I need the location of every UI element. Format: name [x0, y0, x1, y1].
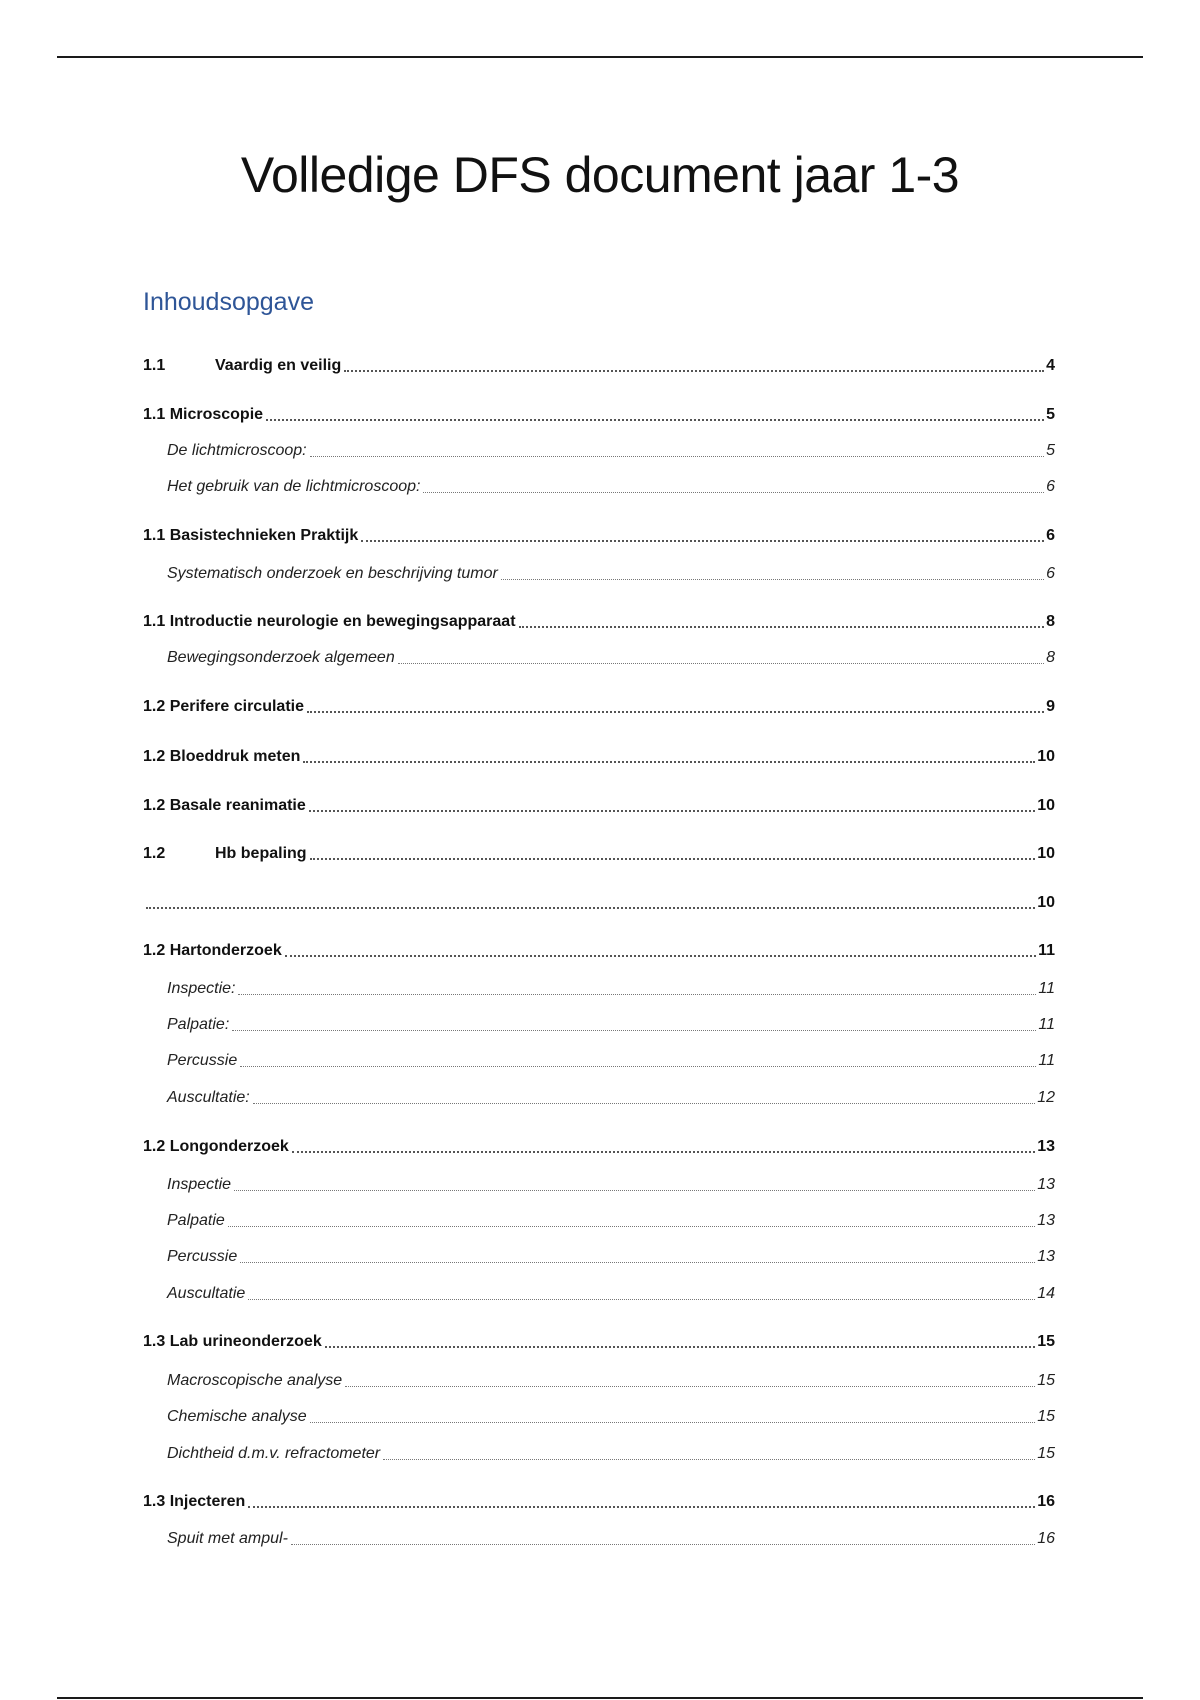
document-title: Volledige DFS document jaar 1-3	[240, 147, 960, 203]
toc-page-number: 10	[1037, 797, 1055, 814]
dot-leader	[325, 1346, 1035, 1348]
toc-page-number: 16	[1037, 1530, 1055, 1547]
toc-entry-number: 1.1	[143, 357, 166, 374]
dot-leader	[146, 907, 1035, 909]
toc-entry-label: Percussie	[167, 1052, 238, 1069]
toc-heading: Inhoudsopgave	[143, 288, 314, 316]
toc-entry-long-palpatie[interactable]	[167, 1208, 1055, 1232]
toc-entry-label: 1.1 Microscopie	[143, 406, 264, 423]
toc-entry-label: Bewegingsonderzoek algemeen	[167, 649, 395, 666]
toc-page-number: 15	[1037, 1408, 1055, 1425]
toc-entry-label: De lichtmicroscoop:	[167, 442, 307, 459]
toc-entry-gebruik-lichtmicroscoop[interactable]	[167, 474, 1055, 498]
toc-entry-injecteren[interactable]	[143, 1489, 1055, 1513]
toc-entry-label: Systematisch onderzoek en beschrijving tumor	[167, 565, 498, 582]
toc-page-number: 11	[1038, 1052, 1055, 1069]
dot-leader	[228, 1226, 1035, 1227]
toc-entry-hart-auscultatie[interactable]	[167, 1085, 1055, 1109]
toc-entry-label: Palpatie:	[167, 1016, 230, 1033]
toc-page-number: 13	[1037, 1212, 1055, 1229]
toc-entry-long-percussie[interactable]	[167, 1244, 1055, 1268]
toc-entry-label: 1.3 Injecteren	[143, 1493, 246, 1510]
toc-entry-hart-percussie[interactable]	[167, 1048, 1055, 1072]
toc-entry-label: Vaardig en veilig	[215, 357, 342, 374]
toc-page-number: 12	[1037, 1089, 1055, 1106]
toc-page-number: 13	[1037, 1138, 1055, 1155]
toc-entry-label: Het gebruik van de lichtmicroscoop:	[167, 478, 421, 495]
dot-leader	[501, 579, 1044, 580]
toc-entry-label: Auscultatie:	[167, 1089, 250, 1106]
toc-page-number: 6	[1046, 527, 1055, 544]
toc-entry-label: Percussie	[167, 1248, 238, 1265]
dot-leader	[238, 994, 1036, 995]
dot-leader	[310, 858, 1036, 860]
toc-entry-hart-palpatie[interactable]	[167, 1012, 1055, 1036]
toc-page-number: 6	[1046, 478, 1055, 495]
toc-page-number: 9	[1046, 698, 1055, 715]
toc-entry-dichtheid-refractometer[interactable]	[167, 1441, 1055, 1465]
toc-entry-macroscopische-analyse[interactable]	[167, 1368, 1055, 1392]
toc-page-number: 15	[1037, 1445, 1055, 1462]
toc-entry-perifere-circulatie[interactable]	[143, 694, 1055, 718]
toc-entry-label: Inspectie:	[167, 980, 236, 997]
toc-page-number: 4	[1046, 357, 1055, 374]
toc-entry-basistechnieken-praktijk[interactable]	[143, 523, 1055, 547]
toc-page-number: 10	[1037, 748, 1055, 765]
toc-entry-label: 1.3 Lab urineonderzoek	[143, 1333, 322, 1350]
toc-page-number: 11	[1038, 942, 1055, 959]
dot-leader	[519, 626, 1045, 628]
toc-page-number: 8	[1046, 649, 1055, 666]
dot-leader	[310, 1422, 1036, 1423]
toc-entry-hartonderzoek[interactable]	[143, 938, 1055, 962]
toc-entry-label: 1.2 Basale reanimatie	[143, 797, 306, 814]
dot-leader	[248, 1506, 1035, 1508]
toc-page-number: 10	[1037, 894, 1055, 911]
dot-leader	[292, 1151, 1035, 1153]
dot-leader	[423, 492, 1044, 493]
toc-entry-basale-reanimatie[interactable]	[143, 793, 1055, 817]
toc-page-number: 13	[1037, 1176, 1055, 1193]
toc-entry-label: Inspectie	[167, 1176, 232, 1193]
dot-leader	[345, 1386, 1035, 1387]
toc-entry-label: Auscultatie	[167, 1285, 246, 1302]
toc-entry-microscopie[interactable]	[143, 402, 1055, 426]
toc-entry-bewegingsonderzoek[interactable]	[167, 645, 1055, 669]
dot-leader	[240, 1262, 1035, 1263]
toc-entry-label: 1.1 Basistechnieken Praktijk	[143, 527, 359, 544]
dot-leader	[232, 1030, 1036, 1031]
toc-entry-empty[interactable]	[143, 890, 1055, 914]
dot-leader	[398, 663, 1044, 664]
dot-leader	[253, 1103, 1035, 1104]
dot-leader	[234, 1190, 1035, 1191]
toc-entry-label: 1.1 Introductie neurologie en bewegingsapparaat	[143, 613, 516, 630]
toc-entry-hb-bepaling[interactable]	[143, 841, 1055, 865]
toc-entry-label: 1.2 Hartonderzoek	[143, 942, 282, 959]
toc-entry-label: Chemische analyse	[167, 1408, 307, 1425]
toc-page-number: 5	[1046, 406, 1055, 423]
toc-entry-introductie-neurologie[interactable]	[143, 609, 1055, 633]
toc-page-number: 15	[1037, 1372, 1055, 1389]
toc-entry-label: Hb bepaling	[215, 845, 307, 862]
toc-entry-chemische-analyse[interactable]	[167, 1404, 1055, 1428]
toc-page-number: 16	[1037, 1493, 1055, 1510]
toc-page-number: 6	[1046, 565, 1055, 582]
toc-page-number: 8	[1046, 613, 1055, 630]
toc-page-number: 14	[1037, 1285, 1055, 1302]
toc-entry-vaardig-en-veilig[interactable]	[143, 353, 1055, 377]
toc-page-number: 10	[1037, 845, 1055, 862]
toc-page-number: 11	[1038, 1016, 1055, 1033]
toc-entry-hart-inspectie[interactable]	[167, 976, 1055, 1000]
toc-entry-label: 1.2 Longonderzoek	[143, 1138, 289, 1155]
dot-leader	[309, 810, 1035, 812]
toc-entry-label: Dichtheid d.m.v. refractometer	[167, 1445, 381, 1462]
dot-leader	[303, 761, 1035, 763]
toc-entry-longonderzoek[interactable]	[143, 1134, 1055, 1158]
toc-entry-bloeddruk-meten[interactable]	[143, 744, 1055, 768]
toc-entry-label: 1.2 Perifere circulatie	[143, 698, 304, 715]
toc-page-number: 15	[1037, 1333, 1055, 1350]
toc-entry-systematisch-onderzoek[interactable]	[167, 561, 1055, 585]
dot-leader	[285, 955, 1036, 957]
toc-entry-de-lichtmicroscoop[interactable]	[167, 438, 1055, 462]
dot-leader	[310, 456, 1044, 457]
dot-leader	[240, 1066, 1036, 1067]
toc-entry-number: 1.2	[143, 845, 166, 862]
toc-entry-long-inspectie[interactable]	[167, 1172, 1055, 1196]
dot-leader	[307, 711, 1044, 713]
toc-entry-long-auscultatie[interactable]	[167, 1281, 1055, 1305]
toc-entry-spuit-met-ampul[interactable]	[167, 1526, 1055, 1550]
toc-page-number: 13	[1037, 1248, 1055, 1265]
toc-entry-label: 1.2 Bloeddruk meten	[143, 748, 301, 765]
dot-leader	[291, 1544, 1035, 1545]
toc-entry-lab-urineonderzoek[interactable]	[143, 1329, 1055, 1353]
toc-entry-label: Macroscopische analyse	[167, 1372, 343, 1389]
dot-leader	[248, 1299, 1035, 1300]
toc-entry-label: Spuit met ampul-	[167, 1530, 288, 1547]
dot-leader	[344, 370, 1044, 372]
footer-rule	[57, 1697, 1143, 1699]
toc-page-number: 11	[1038, 980, 1055, 997]
toc-entry-label: Palpatie	[167, 1212, 225, 1229]
dot-leader	[266, 419, 1044, 421]
dot-leader	[361, 540, 1044, 542]
dot-leader	[383, 1459, 1035, 1460]
toc-page-number: 5	[1046, 442, 1055, 459]
